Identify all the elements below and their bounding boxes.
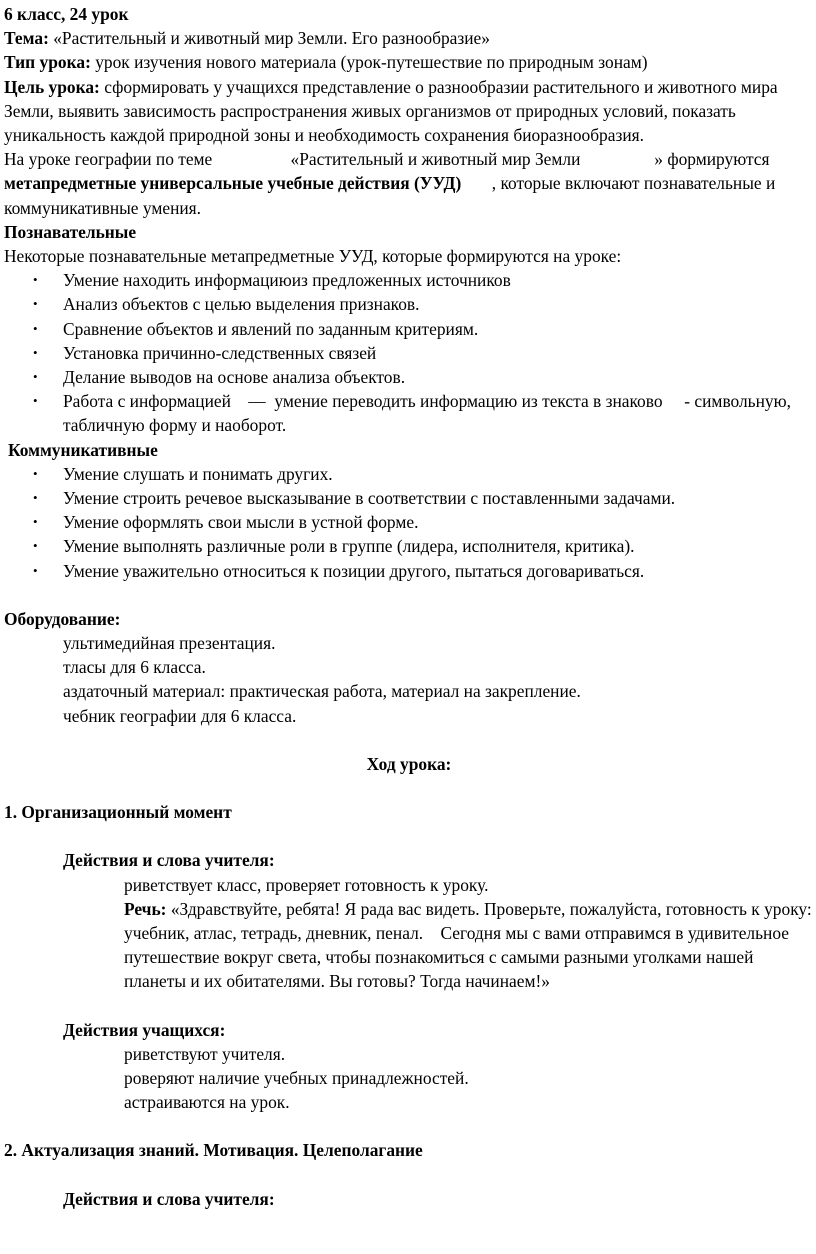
cognitive-heading: Познавательные (4, 221, 137, 242)
intro-paragraph (4, 147, 814, 220)
speech-label: Речь: (124, 898, 167, 919)
list-item: астраиваются на урок. (124, 1092, 290, 1113)
list-item: • Умение строить речевое высказывание в соответствии с поставленными задачами. (63, 486, 814, 510)
cognitive-list (4, 268, 814, 437)
class-lesson-heading: 6 класс, 24 урок (4, 4, 129, 24)
list-item: чебник географии для 6 класса. (63, 705, 297, 726)
list-item: • Умение находить информациюиз предложенных источников (63, 268, 814, 292)
speech-text: «Здравствуйте, ребята! Я рада вас видеть. Проверьте, пожалуйста, готовность к уроку: учебник, атлас, тетрадь, дневник, пенал. Сегодня мы с вами отправимся в удивительное путешествие вокруг света, чтобы познакомиться с самыми разными уголками нашей планеты и их обитателями. Вы готовы? Тогда начинаем!» (124, 898, 816, 992)
list-item: аздаточный материал: практическая работа, материал на закрепление. (63, 681, 581, 702)
equipment-list (4, 631, 814, 728)
topic-line (4, 26, 814, 50)
list-item: • Установка причинно-следственных связей (63, 341, 814, 365)
teacher-speech (124, 897, 814, 994)
list-item: • Работа с информацией — умение переводить информацию из текста в знаково - символьную, табличную форму и наоборот. (63, 389, 814, 437)
section1-students-list (4, 1042, 814, 1115)
section1-teacher-heading: Действия и слова учителя: (63, 850, 275, 871)
document-page (4, 2, 814, 1211)
lesson-type-line (4, 50, 814, 74)
course-heading: Ход урока: (366, 753, 452, 774)
section1-students-heading: Действия учащихся: (63, 1019, 226, 1040)
intro-bold-part: метапредметные универсальные учебные действия (УУД) (4, 173, 462, 194)
lesson-goal-label: Цель урока: (4, 76, 100, 97)
lesson-goal-value: сформировать у учащихся представление о разнообразии растительного и животного мира Земли, выявить зависимость распространения живых организмов от природных условий, показать уникальность каждой природной зоны и необходимость сохранения биоразнообразия. (4, 76, 778, 146)
list-item: ультимедийная презентация. (63, 633, 276, 654)
communicative-heading: Коммуникативные (8, 439, 158, 460)
section1-title: 1. Организационный момент (4, 802, 232, 823)
list-item: • Умение оформлять свои мысли в устной форме. (63, 510, 814, 534)
list-item: • Умение слушать и понимать других. (63, 462, 814, 486)
intro-text-before: На уроке географии по теме «Растительный и животный мир Земли » формируются (4, 149, 774, 170)
list-item: • Сравнение объектов и явлений по заданным критериям. (63, 317, 814, 341)
list-item: • Анализ объектов с целью выделения признаков. (63, 292, 814, 316)
lesson-goal-line (4, 75, 814, 148)
list-item: • Делание выводов на основе анализа объектов. (63, 365, 814, 389)
list-item: • Умение уважительно относиться к позиции другого, пытаться договариваться. (63, 559, 814, 583)
section2-title: 2. Актуализация знаний. Мотивация. Целеполагание (4, 1140, 423, 1161)
section1-teacher-block (4, 873, 814, 994)
list-item: • Умение выполнять различные роли в группе (лидера, исполнителя, критика). (63, 534, 814, 558)
list-item: роверяют наличие учебных принадлежностей. (124, 1067, 469, 1088)
cognitive-lead: Некоторые познавательные метапредметные УУД, которые формируются на уроке: (4, 246, 622, 267)
section2-teacher-heading: Действия и слова учителя: (63, 1188, 275, 1209)
lesson-type-label: Тип урока: (4, 52, 91, 73)
topic-value: «Растительный и животный мир Земли. Его разнообразие» (53, 28, 490, 49)
lesson-type-value: урок изучения нового материала (урок-путешествие по природным зонам) (95, 52, 648, 73)
list-item: риветствуют учителя. (124, 1043, 286, 1064)
list-item: тласы для 6 класса. (63, 657, 206, 678)
communicative-list (4, 462, 814, 583)
topic-label: Тема: (4, 28, 49, 49)
equipment-heading: Оборудование: (4, 608, 121, 629)
teacher-action-line: риветствует класс, проверяет готовность к уроку. (124, 874, 489, 895)
intro-text-after: , которые включают познавательные и коммуникативные умения. (4, 173, 780, 218)
